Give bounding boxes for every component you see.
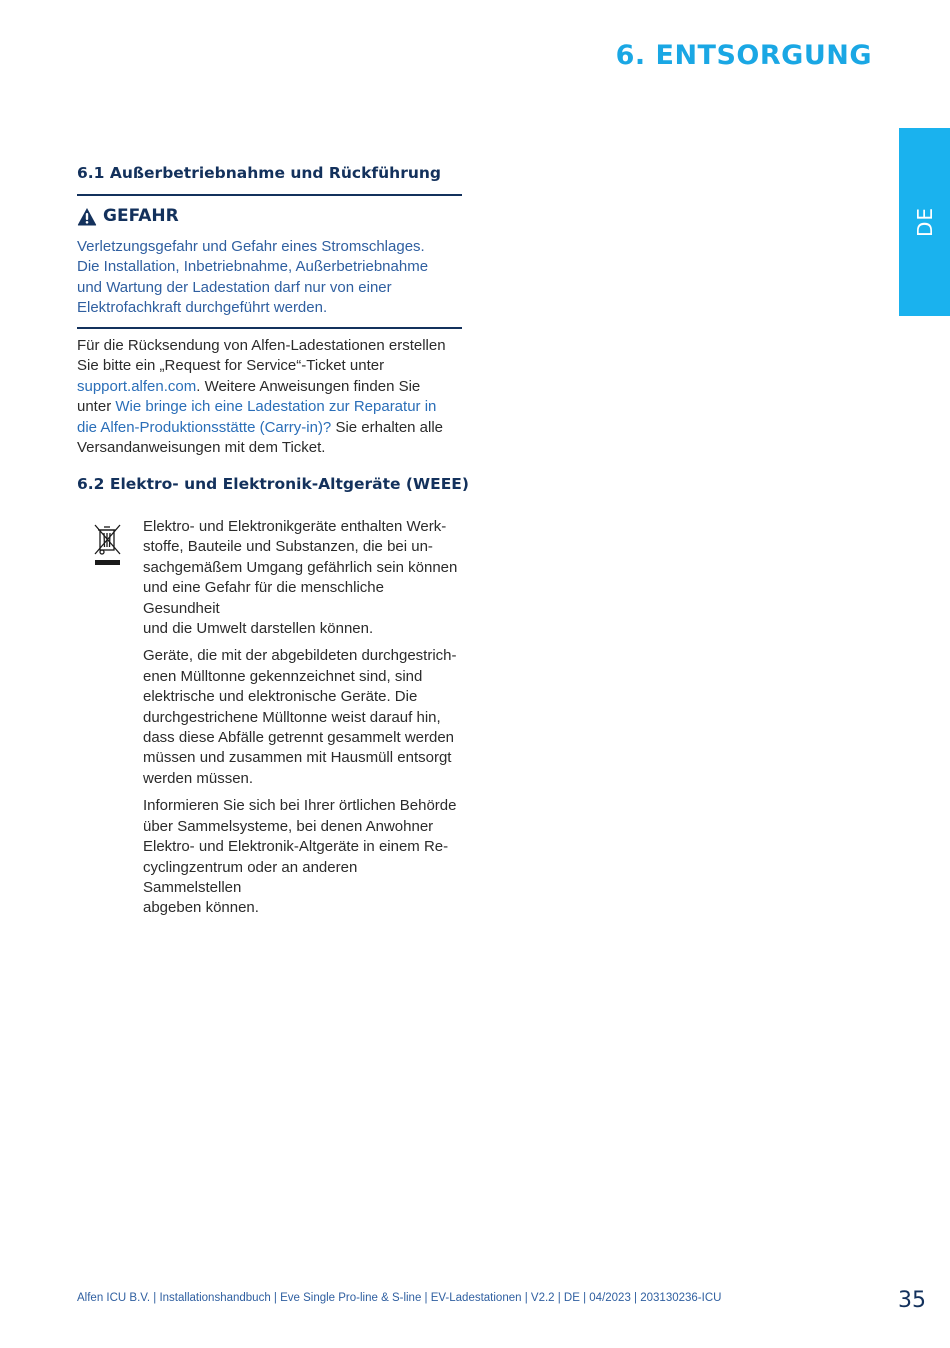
weee-paragraph [143,646,458,789]
footer-text: Alfen ICU B.V. | Installationshandbuch | Eve Single Pro-line & S-line | EV-Ladestationen | V2.2 | DE | 04/2023 | 203130236-ICU [77,1292,722,1304]
text-line: sachgemäßem Umgang gefährlich sein können [143,558,458,576]
text-line: dass diese Abfälle getrennt gesammelt werden [143,729,455,747]
text-line: stoffe, Bauteile und Substanzen, die bei un- [143,538,433,556]
chapter-title: 6. ENTSORGUNG [615,40,872,71]
text-line: Geräte, die mit der abgebildeten durchgestrich- [143,647,457,665]
text-line: enen Mülltonne gekennzeichnet sind, sind [143,667,423,685]
text-line: über Sammelsysteme, bei denen Anwohner [143,817,434,835]
text-line: müssen und zusammen mit Hausmüll entsorgt [143,749,452,767]
weee-paragraph [143,517,458,639]
text-line: und die Umwelt darstellen können. [143,620,374,638]
page-number: 35 [898,1288,926,1313]
text-line: Elektro- und Elektronikgeräte enthalten Werk- [143,518,447,535]
text-line: cyclingzentrum oder an anderen Sammelstellen [143,858,358,896]
section-6-2-heading: 6.2 Elektro- und Elektronik-Altgeräte (WEEE) [77,475,469,493]
text-line: Informieren Sie sich bei Ihrer örtlichen Behörde [143,797,457,815]
language-tab-label: DE [912,206,937,238]
danger-header [77,206,179,226]
danger-bottom-rule [77,327,462,329]
body-text: unter [77,398,116,416]
body-text: . Weitere Anweisungen finden Sie [196,377,421,395]
carry-in-link[interactable]: die Alfen-Produktionsstätte (Carry-in)? [77,418,332,436]
danger-line: Elektrofachkraft durchgeführt werden. [77,299,328,317]
text-line: durchgestrichene Mülltonne weist darauf hin, [143,708,441,726]
danger-title: GEFAHR [103,206,179,226]
body-line: Für die Rücksendung von Alfen-Ladestationen erstellen [77,337,446,354]
warning-icon [77,207,97,226]
crossed-out-wheelie-bin-icon [92,522,124,566]
language-tab[interactable] [899,128,950,316]
section-6-1-heading: 6.1 Außerbetriebnahme und Rückführung [77,164,442,182]
danger-top-rule [77,194,462,196]
weee-paragraph [143,796,458,918]
body-line [77,377,462,397]
body-line [77,418,462,438]
carry-in-link[interactable]: Wie bringe ich eine Ladestation zur Reparatur in [115,398,437,416]
text-line: abgeben können. [143,899,259,917]
body-text: Sie erhalten alle [331,418,444,436]
text-line: elektrische und elektronische Geräte. Die [143,688,418,706]
text-line: Elektro- und Elektronik-Altgeräte in einem Re- [143,838,449,856]
danger-text [77,237,462,319]
text-line: werden müssen. [143,769,254,787]
weee-text [143,517,458,919]
danger-line: und Wartung der Ladestation darf nur von einer [77,278,392,296]
body-line [77,397,462,417]
return-instructions [77,336,462,458]
body-line: Versandanweisungen mit dem Ticket. [77,439,326,457]
support-link[interactable]: support.alfen.com [77,377,197,395]
text-line: und eine Gefahr für die menschliche Gesundheit [143,579,384,617]
body-line: Sie bitte ein „Request for Service“-Ticket unter [77,357,385,375]
danger-line: Die Installation, Inbetriebnahme, Außerbetriebnahme [77,258,429,276]
danger-line: Verletzungsgefahr und Gefahr eines Stromschlages. [77,238,425,255]
